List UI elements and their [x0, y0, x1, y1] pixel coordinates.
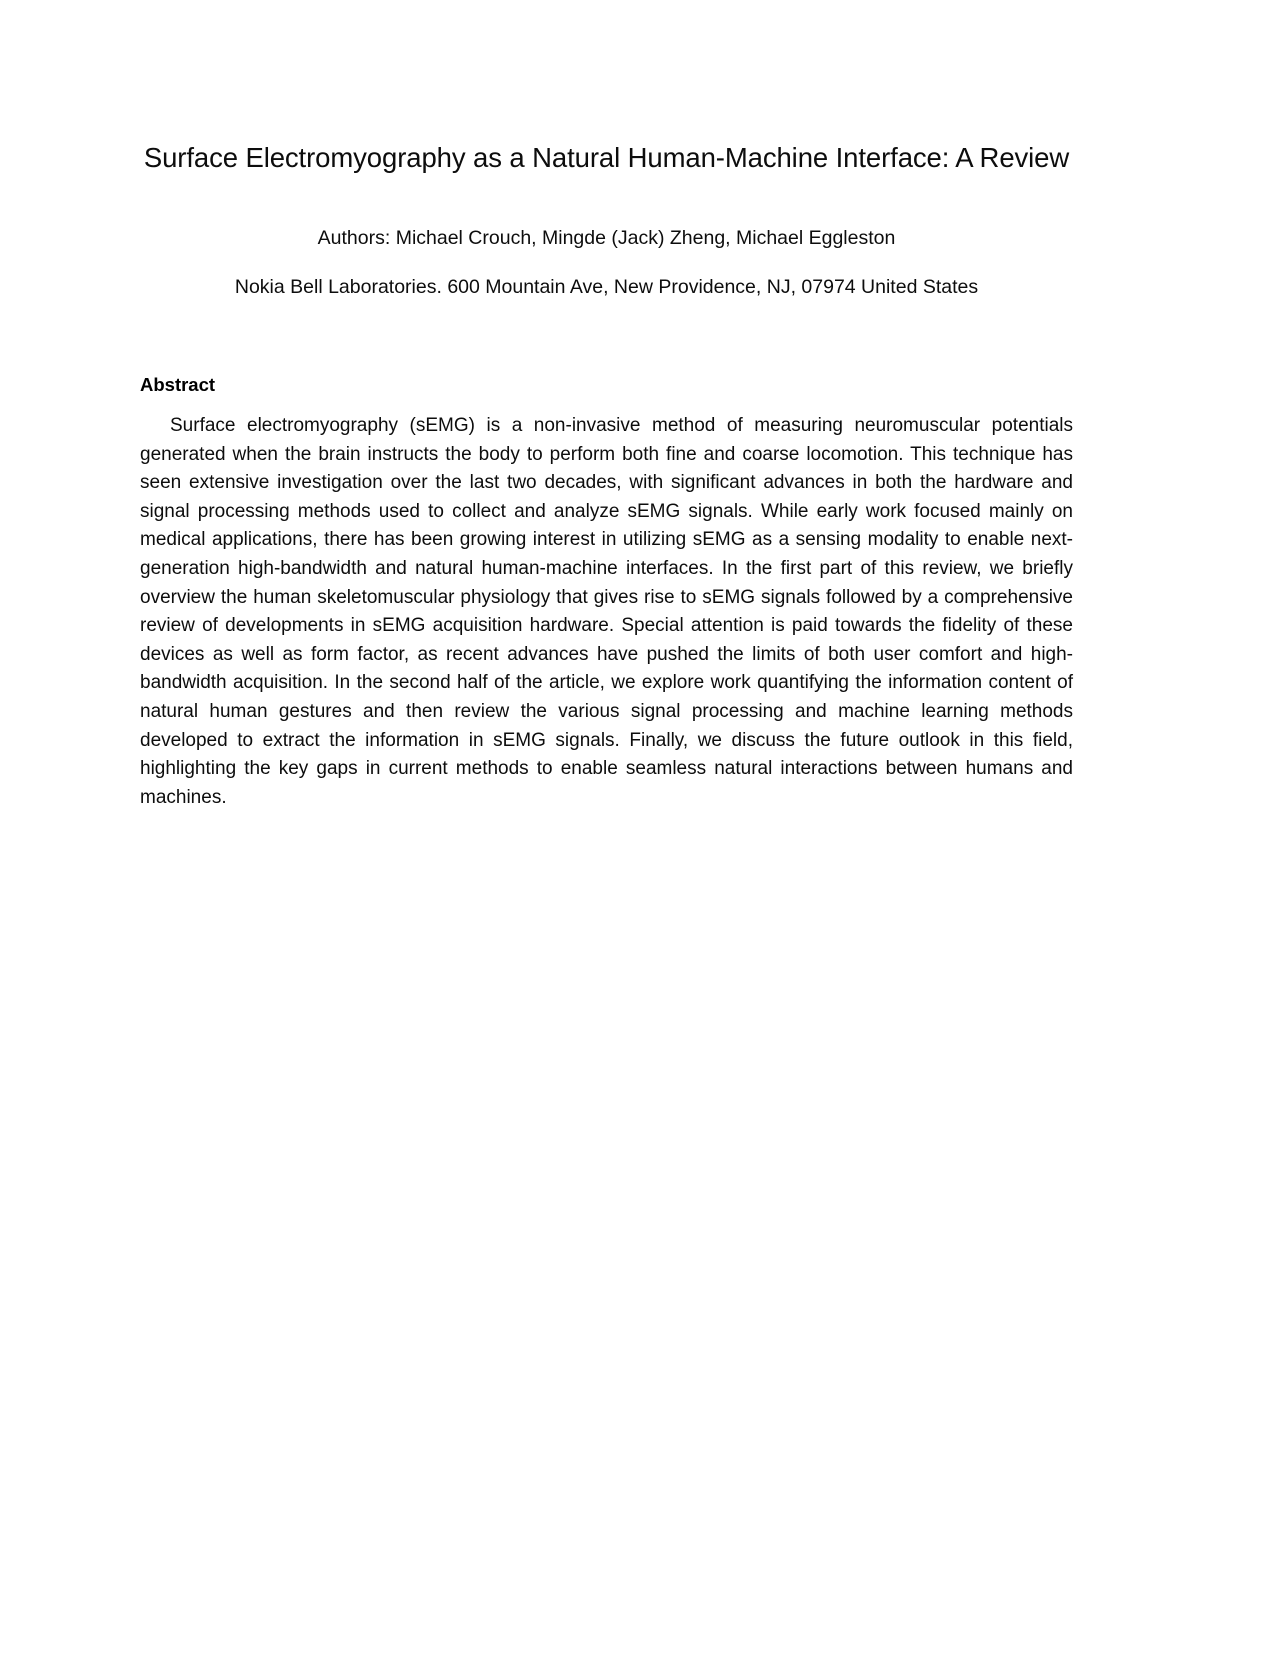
- page-content: [140, 0, 1073, 812]
- authors-line: Authors: Michael Crouch, Mingde (Jack) Zheng, Michael Eggleston: [317, 227, 896, 250]
- affiliation-line: Nokia Bell Laboratories. 600 Mountain Ave, New Providence, NJ, 07974 United States: [234, 275, 979, 298]
- abstract-paragraph: Surface electromyography (sEMG) is a non-invasive method of measuring neuromuscular potentials generated when the brain instructs the body to perform both fine and coarse locomotion. This technique has seen extensive investigation over the last two decades, with significant advances in both the hardware and signal processing methods used to collect and analyze sEMG signals. While early work focused mainly on medical applications, there has been growing interest in utilizing sEMG as a sensing modality to enable next-generation high-bandwidth and natural human-machine interfaces. In the first part of this review, we briefly overview the human skeletomuscular physiology that gives rise to sEMG signals followed by a comprehensive review of developments in sEMG acquisition hardware. Special attention is paid towards the fidelity of these devices as well as form factor, as recent advances have pushed the limits of both user comfort and high-bandwidth acquisition. In the second half of the article, we explore work quantifying the information content of natural human gestures and then review the various signal processing and machine learning methods developed to extract the information in sEMG signals. Finally, we discuss the future outlook in this field, highlighting the key gaps in current methods to enable seamless natural interactions between humans and machines.: [140, 415, 1073, 808]
- abstract-heading: Abstract: [140, 374, 216, 396]
- page-title: Surface Electromyography as a Natural Human-Machine Interface: A Review: [143, 142, 1070, 173]
